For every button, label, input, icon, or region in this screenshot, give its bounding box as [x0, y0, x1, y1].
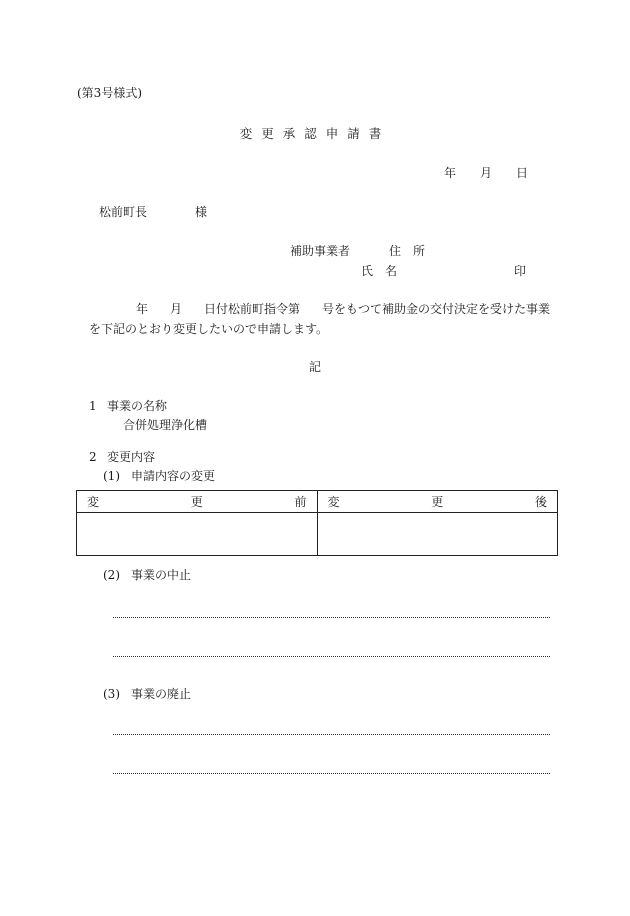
before-cell[interactable] — [77, 513, 318, 556]
section-1-number: 1 — [89, 399, 97, 413]
change-table-body-row — [77, 513, 558, 556]
body-segment-1: 日付松前町指令第 — [204, 302, 301, 316]
form-number: (第3号様式) — [77, 86, 142, 100]
subsection-1-label: 申請内容の変更 — [131, 469, 216, 483]
after-header-char: 更 — [431, 495, 444, 509]
body-text-line-2: を下記のとおり変更したいので申請します。 — [89, 322, 329, 336]
abolition-entry-line-2[interactable] — [113, 773, 550, 774]
subsection-3-label: 事業の廃止 — [131, 687, 192, 701]
suspension-entry-line-1[interactable] — [113, 617, 550, 618]
subsection-2-label: 事業の中止 — [131, 568, 192, 582]
body-month: 月 — [170, 302, 183, 316]
body-segment-2: 号をもつて補助金の交付決定を受けた事業 — [322, 302, 551, 316]
section-2-label: 変更内容 — [107, 450, 156, 464]
change-table-header-row — [77, 491, 558, 513]
after-header-char: 変 — [327, 495, 340, 509]
date-year-label: 年 — [444, 166, 457, 180]
applicant-name-label: 氏 名 — [361, 264, 398, 278]
subsection-3-number: (3) — [103, 687, 120, 701]
section-2-number: 2 — [89, 450, 97, 464]
abolition-entry-line-1[interactable] — [113, 734, 550, 735]
date-line — [444, 164, 528, 181]
before-header-char: 前 — [294, 495, 307, 509]
subsection-1-number: (1) — [103, 469, 120, 483]
addressee-honorific: 様 — [195, 205, 208, 219]
ki-heading: 記 — [308, 360, 321, 374]
addressee — [99, 203, 207, 220]
section-1-heading — [89, 397, 167, 414]
body-text-line-1 — [136, 300, 550, 317]
seal-mark: 印 — [514, 264, 527, 278]
document-title: 変更承認申請書 — [239, 126, 391, 141]
applicant-address-label: 住 所 — [389, 244, 426, 258]
section-1-value: 合併処理浄化槽 — [123, 418, 208, 432]
before-header-char: 更 — [190, 495, 203, 509]
after-header-char: 後 — [534, 495, 547, 509]
date-day-label: 日 — [515, 166, 528, 180]
section-2-heading — [89, 448, 155, 465]
section-1-label: 事業の名称 — [107, 399, 168, 413]
subsection-1-heading — [103, 467, 215, 484]
subsection-2-heading — [103, 566, 191, 583]
subsection-3-heading — [103, 685, 191, 702]
before-header-char: 変 — [87, 495, 100, 509]
suspension-entry-line-2[interactable] — [113, 656, 550, 657]
applicant-role: 補助事業者 — [290, 244, 351, 258]
before-header — [77, 491, 318, 513]
after-cell[interactable] — [317, 513, 558, 556]
body-year: 年 — [136, 302, 149, 316]
date-month-label: 月 — [479, 166, 492, 180]
subsection-2-number: (2) — [103, 568, 120, 582]
change-table — [76, 490, 558, 556]
addressee-name: 松前町長 — [99, 205, 148, 219]
after-header — [317, 491, 558, 513]
